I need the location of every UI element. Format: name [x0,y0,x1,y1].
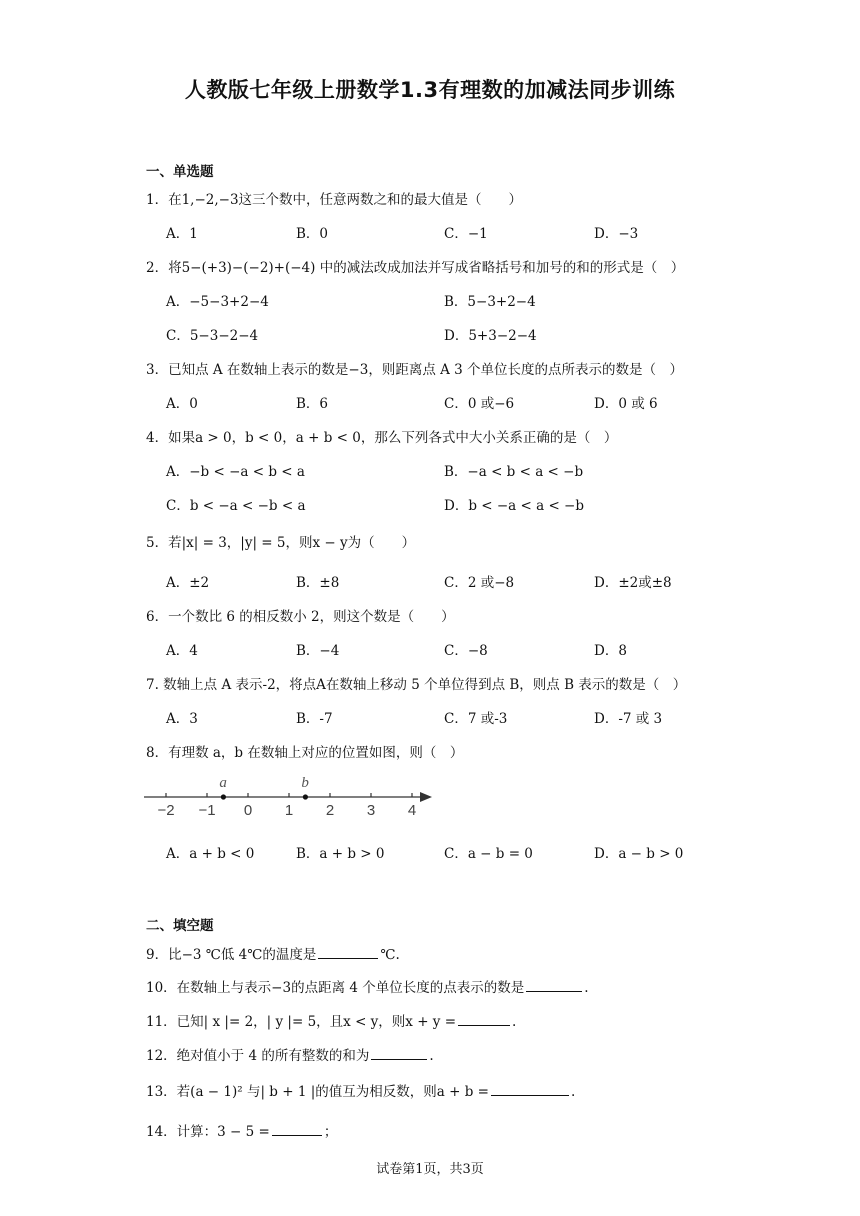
q4-option-d[interactable]: D．b < −a < a < −b [444,498,585,514]
q13-text: 13．若(a − 1)² 与| b + 1 |的值互为相反数，则a + b = [146,1084,489,1100]
question-1: 1．在1,−2,−3这三个数中，任意两数之和的最大值是（ ） [146,192,523,208]
point-b [303,794,308,799]
q2-option-d[interactable]: D．5+3−2−4 [444,328,537,344]
q2-option-c[interactable]: C．5−3−2−4 [166,328,259,344]
question-7: 7. 数轴上点 A 表示-2，将点A在数轴上移动 5 个单位得到点 B，则点 B 表示的数是（ ） [146,677,687,693]
page-title: 人教版七年级上册数学1.3有理数的加减法同步训练 [184,78,676,102]
q6-option-a[interactable]: A．4 [166,643,198,659]
question-3: 3．已知点 A 在数轴上表示的数是−3，则距离点 A 3 个单位长度的点所表示的数是（ ） [146,362,684,378]
q11-suffix: . [512,1014,517,1030]
q3-option-b[interactable]: B．6 [296,396,329,412]
q12-answer-blank[interactable] [371,1045,427,1060]
q14-answer-blank[interactable] [272,1121,322,1136]
number-line-arrow [420,792,432,802]
question-12 [146,1044,434,1064]
q3-option-a[interactable]: A．0 [166,396,198,412]
q4-option-b[interactable]: B．−a < b < a < −b [444,464,584,480]
q1-option-b[interactable]: B．0 [296,226,329,242]
q6-option-c[interactable]: C．−8 [444,643,488,659]
q9-text: 9．比−3 ℃低 4℃的温度是 [146,947,317,963]
number-line-tick-label: 4 [407,802,417,819]
section-heading-fill-blank: 二、填空题 [146,918,214,934]
q14-text: 14．计算：3 − 5 = [146,1124,270,1140]
page-footer: 试卷第1页，共3页 [376,1162,484,1177]
question-14 [146,1120,337,1140]
question-2: 2．将5−(+3)−(−2)+(−4) 中的减法改成加法并写成省略括号和加号的和的形式是（ ） [146,260,685,276]
number-line-tick-label: 0 [243,802,253,819]
q13-suffix: . [570,1084,576,1100]
q4-option-a[interactable]: A．−b < −a < b < a [166,464,305,480]
question-11 [146,1010,516,1030]
q5-option-a[interactable]: A．±2 [166,575,210,591]
question-10 [146,976,589,996]
point-a [221,794,226,799]
q8-option-c[interactable]: C．a − b = 0 [444,846,533,862]
q5-option-b[interactable]: B．±8 [296,575,340,591]
question-9 [146,943,400,963]
q3-option-c[interactable]: C．0 或−6 [444,396,515,412]
number-line-tick-label: −2 [157,802,175,819]
q1-option-c[interactable]: C．−1 [444,226,488,242]
q8-option-a[interactable]: A．a + b < 0 [166,846,255,862]
q2-option-a[interactable]: A．−5−3+2−4 [166,294,269,310]
q11-text: 11．已知| x |= 2，| y |= 5，且x < y，则x + y = [146,1014,457,1030]
q6-option-b[interactable]: B．−4 [296,643,340,659]
question-4: 4．如果a > 0，b < 0，a + b < 0，那么下列各式中大小关系正确的是（ ） [146,430,618,446]
q13-answer-blank[interactable] [491,1081,569,1096]
question-8: 8．有理数 a，b 在数轴上对应的位置如图，则（ ） [146,745,464,761]
point-a-label: a [219,775,227,791]
q7-option-a[interactable]: A．3 [166,711,198,727]
q12-text: 12．绝对值小于 4 的所有整数的和为 [146,1048,370,1064]
number-line-tick-label: −1 [198,802,216,819]
q7-option-b[interactable]: B．-7 [296,711,333,727]
q7-option-c[interactable]: C．7 或-3 [444,711,508,727]
q9-answer-blank[interactable] [318,944,378,959]
q3-option-d[interactable]: D．0 或 6 [594,396,658,412]
q2-option-b[interactable]: B．5−3+2−4 [444,294,536,310]
q10-answer-blank[interactable] [526,977,582,992]
number-line-figure [140,770,440,830]
q14-suffix: ； [323,1124,338,1140]
number-line-tick-label: 2 [325,802,335,819]
section-heading-single-choice: 一、单选题 [146,164,214,180]
q1-option-d[interactable]: D．−3 [594,226,639,242]
q11-answer-blank[interactable] [458,1011,510,1026]
number-line-tick-label: 3 [366,802,376,819]
q7-option-d[interactable]: D．-7 或 3 [594,711,663,727]
q8-option-b[interactable]: B．a + b > 0 [296,846,385,862]
q8-option-d[interactable]: D．a − b > 0 [594,846,684,862]
q6-option-d[interactable]: D．8 [594,643,627,659]
question-6: 6．一个数比 6 的相反数小 2，则这个数是（ ） [146,609,455,625]
q5-option-d[interactable]: D．±2或±8 [594,575,672,591]
number-line-tick-label: 1 [284,802,294,819]
question-5: 5．若|x| = 3，|y| = 5，则x − y为（ ） [146,535,416,551]
q1-option-a[interactable]: A．1 [166,226,198,242]
point-b-label: b [301,775,309,791]
q5-option-c[interactable]: C．2 或−8 [444,575,515,591]
q12-suffix: . [429,1048,434,1064]
question-13 [146,1080,575,1100]
q9-suffix: ℃. [380,947,400,963]
q4-option-c[interactable]: C．b < −a < −b < a [166,498,306,514]
q10-text: 10．在数轴上与表示−3的点距离 4 个单位长度的点表示的数是 [146,980,525,996]
q10-suffix: . [584,980,589,996]
